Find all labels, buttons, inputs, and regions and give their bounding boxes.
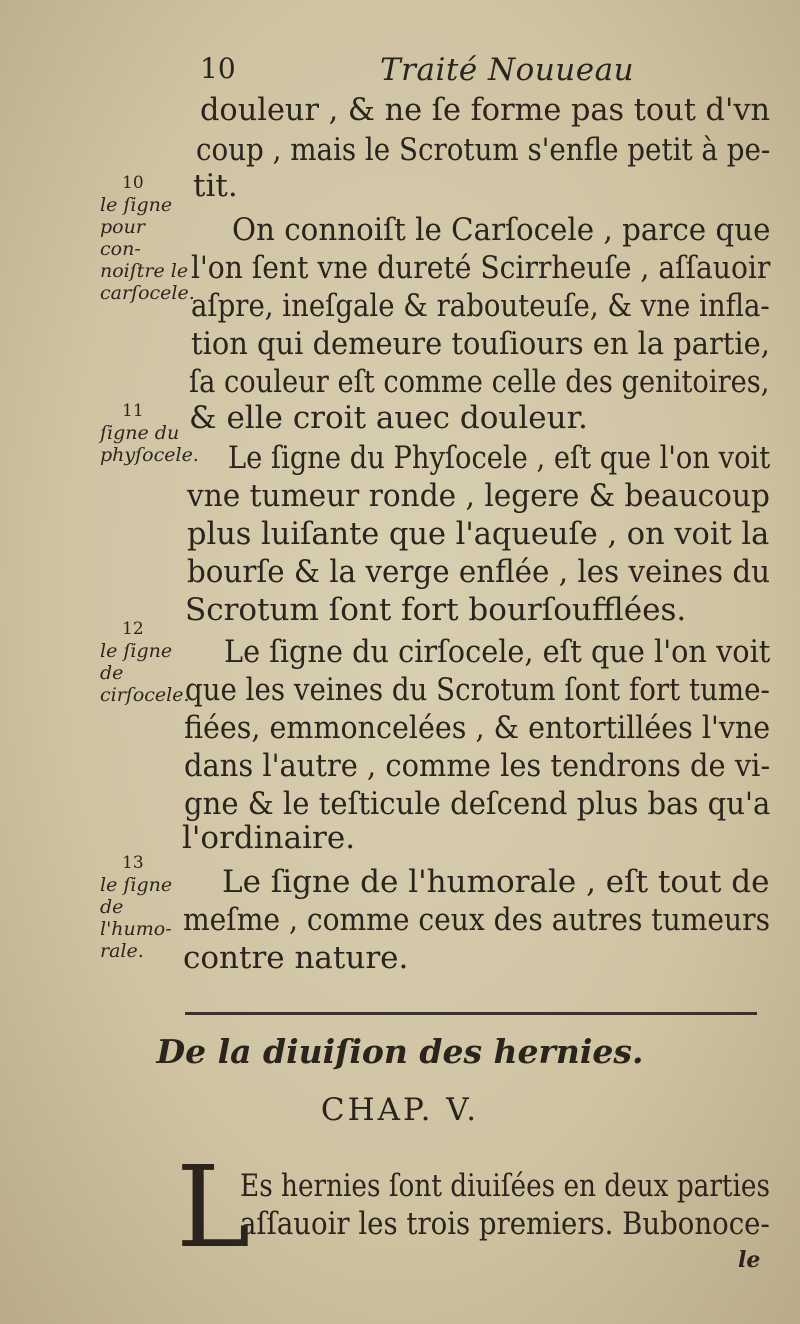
chapter-heading: CHAP. V. <box>320 1092 480 1128</box>
text-line: Le ſigne du cirſocele, eſt que l'on voit <box>224 634 771 670</box>
text-line: l'ordinaire. <box>182 820 356 856</box>
text-line: meſme , comme ceux des autres tumeurs <box>183 902 770 938</box>
chapter-text-line: aſſauoir les trois premiers. Bubonoce- <box>240 1206 770 1242</box>
text-line: plus luiſante que l'aqueuſe , on voit la <box>187 516 770 552</box>
marginal-note-text: le ſigne de cirſocele. <box>100 640 190 706</box>
marginal-note <box>100 852 190 962</box>
text-line: Le ſigne du Phyſocele , eſt que l'on voit <box>228 440 771 476</box>
text-line: aſpre, ineſgale & rabouteuſe, & vne infla- <box>191 288 770 324</box>
text-line: bourſe & la verge enflée , les veines du <box>187 554 771 590</box>
text-line: Le ſigne de l'humorale , eſt tout de <box>222 864 770 900</box>
page-number: 10 <box>200 52 236 85</box>
text-line: On connoiſt le Carſocele , parce que <box>232 212 771 248</box>
marginal-note-text: le ſigne de l'humo- rale. <box>100 874 173 962</box>
text-line: l'on ſent vne dureté Scirrheuſe , aſſauoir <box>191 250 771 286</box>
marginal-note <box>100 618 190 706</box>
drop-cap: L <box>176 1143 251 1273</box>
text-line: dans l'autre , comme les tendrons de vi- <box>184 748 771 784</box>
section-divider <box>185 1012 757 1015</box>
text-line: tion qui demeure touſiours en la partie, <box>191 326 770 362</box>
marginal-note-number: 10 <box>122 173 144 193</box>
text-line: tit. <box>193 168 238 204</box>
text-line: ſa couleur eſt comme celle des genitoires, <box>189 364 770 400</box>
text-line: gne & le teſticule deſcend plus bas qu'a <box>184 786 771 822</box>
text-line: douleur , & ne ſe forme pas tout d'vn <box>200 92 771 128</box>
marginal-note <box>100 172 195 304</box>
text-line: coup , mais le Scrotum s'enfle petit à pe- <box>196 132 771 168</box>
text-line: vne tumeur ronde , legere & beaucoup <box>187 478 770 514</box>
text-line: & elle croit auec douleur. <box>189 400 588 436</box>
marginal-note-number: 13 <box>122 853 144 873</box>
marginal-note-text: ſigne du phyſocele. <box>100 422 199 466</box>
running-title: Traité Nouueau <box>380 52 635 88</box>
catchword: le <box>738 1247 761 1273</box>
section-title: De la diuiſion des hernies. <box>156 1032 644 1071</box>
marginal-note-number: 11 <box>122 401 144 421</box>
text-line: fiées, emmoncelées , & entortillées l'vne <box>184 710 771 746</box>
marginal-note-text: le ſigne pour con- noiſtre le carſocele. <box>100 194 195 304</box>
running-header <box>0 52 800 92</box>
chapter-text-line: Es hernies ſont diuiſées en deux parties <box>240 1168 770 1204</box>
text-line: Scrotum ſont fort bourſoufflées. <box>185 592 687 628</box>
text-line: que les veines du Scrotum ſont fort tume- <box>185 672 770 708</box>
text-line: contre nature. <box>183 940 409 976</box>
marginal-note-number: 12 <box>122 619 144 639</box>
marginal-note <box>100 400 199 466</box>
